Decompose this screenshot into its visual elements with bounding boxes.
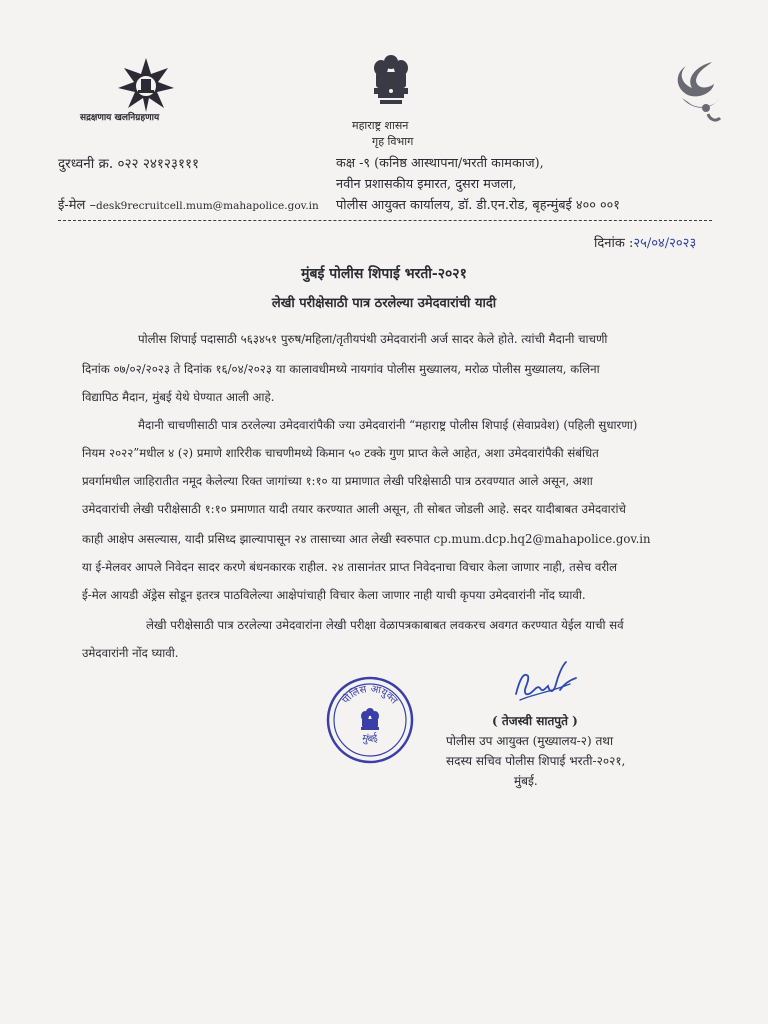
svg-text:पोलिस आयुक्त xyxy=(340,684,400,707)
police-emblem-icon xyxy=(114,56,178,112)
body-line: उमेदवारांची लेखी परीक्षेसाठी १:१० प्रमाणात यादी तयार करण्यात आली असून, ती सोबत जोडली आहे. सदर यादीबाबत उमेदवारांचे xyxy=(82,502,626,516)
signatory-designation-2: सदस्य सचिव पोलीस शिपाई भरती-२०२१, xyxy=(446,754,626,768)
signature-icon xyxy=(510,654,580,708)
signatory-name: ( तेजस्वी सातपुते ) xyxy=(492,714,578,728)
document-date xyxy=(594,233,696,251)
motto: सद्रक्षणाय खलनिग्रहणाय xyxy=(80,113,160,123)
svg-text:मुंबई xyxy=(361,732,380,745)
body-line: लेखी परीक्षेसाठी पात्र ठरलेल्या उमेदवारांना लेखी परीक्षा वेळापत्रकाबाबत लवकरच अवगत करण्यात येईल याची सर्व xyxy=(146,618,624,632)
department-name: गृह विभाग xyxy=(372,135,414,148)
phone-number: दुरध्वनी क्र. ०२२ २४१२३१११ xyxy=(58,156,200,172)
government-name: महाराष्ट्र शासन xyxy=(352,119,409,132)
body-line: ई-मेल आयडी ॲड्रेस सोडून इतरत्र पाठविलेल्या आक्षेपांचाही विचार केला जाणार नाही याची कृपया उमेदवारांनी नोंद घ्यावी. xyxy=(82,588,586,602)
body-line: काही आक्षेप असल्यास, यादी प्रसिध्द झाल्यापासून २४ तासाच्या आत लेखी स्वरुपात cp.mum.dcp.hq2@mahapolice.gov.in xyxy=(82,532,651,546)
body-line: या ई-मेलवर आपले निवेदन सादर करणे बंधनकारक राहील. २४ तासानंतर प्राप्त निवेदनाचा विचार केला जाणार नाही, तसेच वरील xyxy=(82,560,618,574)
address-line-2: नवीन प्रशासकीय इमारत, दुसरा मजला, xyxy=(336,177,517,192)
date-value: २५/०४/२०२३ xyxy=(633,236,697,251)
body-line: प्रवर्गामधील जाहिरातीत नमूद केलेल्या रिक्त जागांच्या १:१० या प्रमाणात लेखी परिक्षेसाठी पात्र ठरवण्यात आले असून, अशा xyxy=(82,474,593,488)
document-title: मुंबई पोलीस शिपाई भरती-२०२१ xyxy=(301,266,467,282)
signatory-designation-1: पोलीस उप आयुक्त (मुख्यालय-२) तथा xyxy=(446,734,614,748)
date-label: दिनांक : xyxy=(594,236,634,251)
address-line-1: कक्ष -९ (कनिष्ठ आस्थापना/भरती कामकाज), xyxy=(336,156,544,171)
signatory-city: मुंबई. xyxy=(514,774,538,788)
email-line xyxy=(58,195,319,213)
maharashtra-logo-icon xyxy=(668,58,726,126)
body-line: मैदानी चाचणीसाठी पात्र ठरलेल्या उमेदवारांपैकी ज्या उमेदवारांनी “महाराष्ट्र पोलीस शिपाई (सेवाप्रवेश) (पहिली सुधारणा) xyxy=(138,418,638,432)
email-address: desk9recruitcell.mum@mahapolice.gov.in xyxy=(96,200,319,212)
body-line: विद्यापिठ मैदान, मुंबई येथे घेण्यात आली आहे. xyxy=(82,390,275,404)
stamp-top-text: पोलिस आयुक्त xyxy=(340,683,400,707)
office-stamp-icon xyxy=(324,674,416,766)
address-line-3: पोलीस आयुक्त कार्यालय, डॉ. डी.एन.रोड, बृहन्मुंबई ४०० ००१ xyxy=(336,198,620,213)
stamp-bottom-text: मुंबई xyxy=(361,733,379,746)
header-divider xyxy=(58,220,712,221)
ashoka-emblem-icon xyxy=(370,52,412,108)
body-line: दिनांक ०७/०२/२०२३ ते दिनांक १६/०४/२०२३ या कालावधीमध्ये नायगांव पोलीस मुख्यालय, मरोळ पोलीस मुख्यालय, कलिना xyxy=(82,362,600,376)
body-line: उमेदवारांनी नोंद घ्यावी. xyxy=(82,646,179,660)
document-subtitle: लेखी परीक्षेसाठी पात्र ठरलेल्या उमेदवारांची यादी xyxy=(271,296,497,311)
body-line: पोलीस शिपाई पदासाठी ५६३४५१ पुरुष/महिला/तृतीयपंथी उमेदवारांनी अर्ज सादर केले होते. त्यांची मैदानी चाचणी xyxy=(138,332,608,346)
body-line: नियम २०२२”मधील ४ (२) प्रमाणे शारिरीक चाचणीमध्ये किमान ५० टक्के गुण प्राप्त केले आहेत, अशा उमेदवारांपैकी संबंधित xyxy=(82,446,599,460)
email-label: ई-मेल – xyxy=(58,198,96,213)
